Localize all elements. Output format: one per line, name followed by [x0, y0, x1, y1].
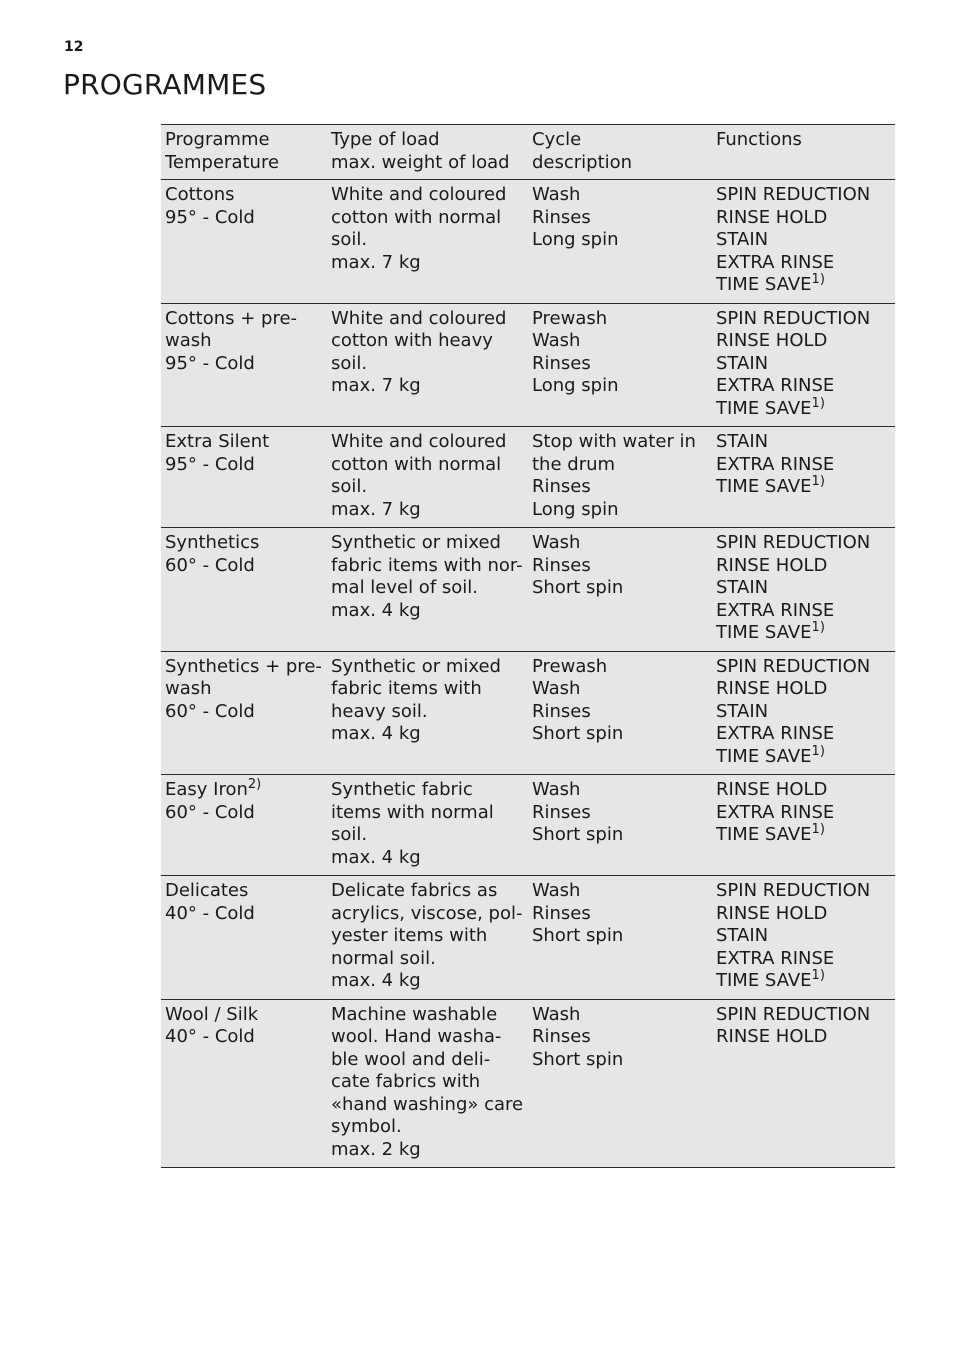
function-item — [716, 532, 891, 555]
function-item — [716, 600, 891, 623]
function-label: TIME SAVE — [716, 274, 812, 295]
function-item — [716, 723, 891, 746]
function-label: RINSE HOLD — [716, 1026, 828, 1047]
function-item — [716, 184, 891, 207]
function-label: STAIN — [716, 229, 769, 250]
cell-programme — [161, 180, 327, 304]
function-label: SPIN REDUCTION — [716, 307, 871, 329]
cell-functions — [712, 528, 895, 652]
function-item — [716, 431, 891, 454]
footnote-marker: 1) — [811, 822, 825, 837]
table-row — [161, 775, 895, 876]
function-label: RINSE HOLD — [716, 554, 828, 576]
header-load: Type of load max. weight of load — [331, 129, 510, 173]
cell-cycle: Wash Rinses Short spin — [532, 880, 624, 946]
function-label: TIME SAVE — [716, 397, 812, 419]
programme-temperature: 60° - Cold — [165, 801, 255, 823]
function-item — [716, 903, 891, 926]
cell-functions — [712, 651, 895, 775]
cell-cycle: Wash Rinses Short spin — [532, 1003, 624, 1070]
footnote-marker: 1) — [811, 272, 825, 287]
function-item — [716, 555, 891, 578]
function-label: EXTRA RINSE — [716, 375, 835, 396]
programme-name — [165, 308, 297, 352]
cell-cycle: Prewash Wash Rinses Long spin — [532, 307, 619, 396]
programme-name — [165, 656, 322, 700]
programmes-table — [161, 124, 895, 1168]
function-item — [716, 330, 891, 353]
table-row — [161, 303, 895, 427]
footnote-marker: 1) — [811, 395, 825, 411]
header-programme: Programme Temperature — [165, 129, 280, 173]
cell-programme — [161, 303, 327, 427]
function-item — [716, 802, 891, 825]
function-item — [716, 779, 891, 802]
function-item — [716, 970, 891, 993]
footnote-marker: 1) — [811, 968, 825, 983]
footnote-marker: 2) — [247, 777, 262, 792]
function-item — [716, 252, 891, 275]
function-label: RINSE HOLD — [716, 678, 828, 699]
cell-programme — [161, 999, 327, 1168]
function-item — [716, 622, 891, 645]
programme-name — [165, 532, 259, 553]
table-row — [161, 427, 895, 528]
programme-name-text: Extra Silent — [165, 431, 270, 452]
programme-temperature: 40° - Cold — [165, 902, 255, 924]
function-item — [716, 678, 891, 701]
cell-cycle: Stop with water in the drum Rinses Long spin — [532, 431, 696, 520]
cell-load: Delicate fabrics as acrylics, viscose, pol- yester items with normal soil. max. 4 kg — [331, 880, 523, 991]
function-label: STAIN — [716, 700, 769, 722]
programme-name-text: Cottons — [165, 184, 235, 205]
page-title: PROGRAMMES — [63, 68, 267, 101]
programme-temperature: 60° - Cold — [165, 554, 255, 576]
table-header — [161, 125, 895, 180]
function-item — [716, 701, 891, 724]
programme-name-text: Synthetics + pre- wash — [165, 655, 322, 699]
cell-cycle: Wash Rinses Short spin — [532, 532, 624, 598]
footnote-marker: 1) — [811, 743, 825, 759]
function-item — [716, 656, 891, 679]
function-label: TIME SAVE — [716, 824, 812, 845]
programme-name — [165, 779, 261, 800]
function-item — [716, 925, 891, 948]
programme-name — [165, 431, 269, 452]
cell-functions — [712, 876, 895, 1000]
programme-name-text: Wool / Silk — [165, 1003, 259, 1025]
function-label: SPIN REDUCTION — [716, 184, 871, 205]
cell-cycle: Wash Rinses Long spin — [532, 184, 619, 250]
cell-programme — [161, 775, 327, 876]
function-label: EXTRA RINSE — [716, 251, 835, 273]
cell-load: White and coloured cotton with normal soil. max. 7 kg — [331, 431, 507, 520]
function-label: EXTRA RINSE — [716, 453, 835, 475]
cell-load: White and coloured cotton with heavy soil. max. 7 kg — [331, 307, 507, 396]
cell-load: Machine washable wool. Hand washa- ble wool and deli- cate fabrics with «hand washing» care symbol. max. 2 kg — [331, 1003, 524, 1160]
cell-load: Synthetic or mixed fabric items with nor- mal level of soil. max. 4 kg — [331, 532, 523, 621]
cell-functions — [712, 427, 895, 528]
cell-programme — [161, 528, 327, 652]
cell-functions — [712, 775, 895, 876]
function-item — [716, 948, 891, 971]
function-label: TIME SAVE — [716, 745, 812, 767]
cell-programme — [161, 427, 327, 528]
function-label: RINSE HOLD — [716, 206, 828, 228]
function-label: STAIN — [716, 577, 769, 598]
function-item — [716, 395, 891, 421]
function-label: SPIN REDUCTION — [716, 655, 871, 677]
programme-name-text: Synthetics — [165, 532, 260, 553]
programme-temperature: 95° - Cold — [165, 206, 255, 228]
function-item — [716, 207, 891, 230]
table-body — [161, 180, 895, 1168]
function-item — [716, 824, 891, 847]
function-item — [716, 353, 891, 376]
cell-load: Synthetic fabric items with normal soil. max. 4 kg — [331, 779, 494, 868]
function-item — [716, 375, 891, 398]
table-row — [161, 180, 895, 304]
footnote-marker: 1) — [811, 620, 825, 635]
function-label: EXTRA RINSE — [716, 723, 835, 744]
function-label: STAIN — [716, 925, 769, 946]
function-label: EXTRA RINSE — [716, 599, 835, 621]
function-item — [716, 577, 891, 600]
function-item — [716, 1004, 891, 1027]
function-label: TIME SAVE — [716, 622, 812, 643]
function-label: RINSE HOLD — [716, 902, 828, 924]
function-item — [716, 308, 891, 331]
programme-temperature: 95° - Cold — [165, 352, 255, 374]
programme-temperature: 60° - Cold — [165, 700, 255, 722]
header-cycle: Cycle description — [532, 129, 633, 173]
function-item — [716, 454, 891, 477]
programme-temperature: 40° - Cold — [165, 1026, 255, 1047]
cell-programme — [161, 651, 327, 775]
function-item — [716, 1026, 891, 1049]
function-label: EXTRA RINSE — [716, 801, 835, 823]
footnote-marker: 1) — [811, 474, 825, 489]
function-label: STAIN — [716, 431, 769, 452]
function-label: SPIN REDUCTION — [716, 1003, 871, 1025]
cell-functions — [712, 180, 895, 304]
table-row — [161, 876, 895, 1000]
programme-name — [165, 880, 248, 901]
table-row — [161, 999, 895, 1168]
cell-functions — [712, 303, 895, 427]
function-label: EXTRA RINSE — [716, 947, 835, 969]
programme-name — [165, 184, 235, 205]
cell-programme — [161, 876, 327, 1000]
table-row — [161, 651, 895, 775]
function-item — [716, 274, 891, 297]
function-label: SPIN REDUCTION — [716, 880, 871, 901]
function-label: TIME SAVE — [716, 476, 812, 497]
page-number: 12 — [64, 39, 84, 55]
function-label: STAIN — [716, 352, 769, 374]
function-label: RINSE HOLD — [716, 330, 828, 351]
function-item — [716, 476, 891, 499]
function-item — [716, 880, 891, 903]
function-label: TIME SAVE — [716, 970, 812, 991]
programme-temperature: 95° - Cold — [165, 453, 255, 475]
cell-load: Synthetic or mixed fabric items with heavy soil. max. 4 kg — [331, 655, 501, 744]
function-item — [716, 229, 891, 252]
function-item — [716, 743, 891, 769]
programme-name-text: Cottons + pre- wash — [165, 307, 298, 351]
programme-name — [165, 1004, 258, 1025]
header-functions: Functions — [716, 129, 802, 150]
function-label: RINSE HOLD — [716, 779, 828, 800]
header-row — [161, 125, 895, 180]
function-label: SPIN REDUCTION — [716, 532, 871, 553]
cell-cycle: Prewash Wash Rinses Short spin — [532, 655, 624, 744]
cell-cycle: Wash Rinses Short spin — [532, 779, 624, 845]
programme-name-text: Delicates — [165, 880, 249, 901]
programme-name-text: Easy Iron — [165, 779, 248, 800]
table-row — [161, 528, 895, 652]
cell-load: White and coloured cotton with normal soil. max. 7 kg — [331, 184, 507, 273]
cell-functions — [712, 999, 895, 1168]
